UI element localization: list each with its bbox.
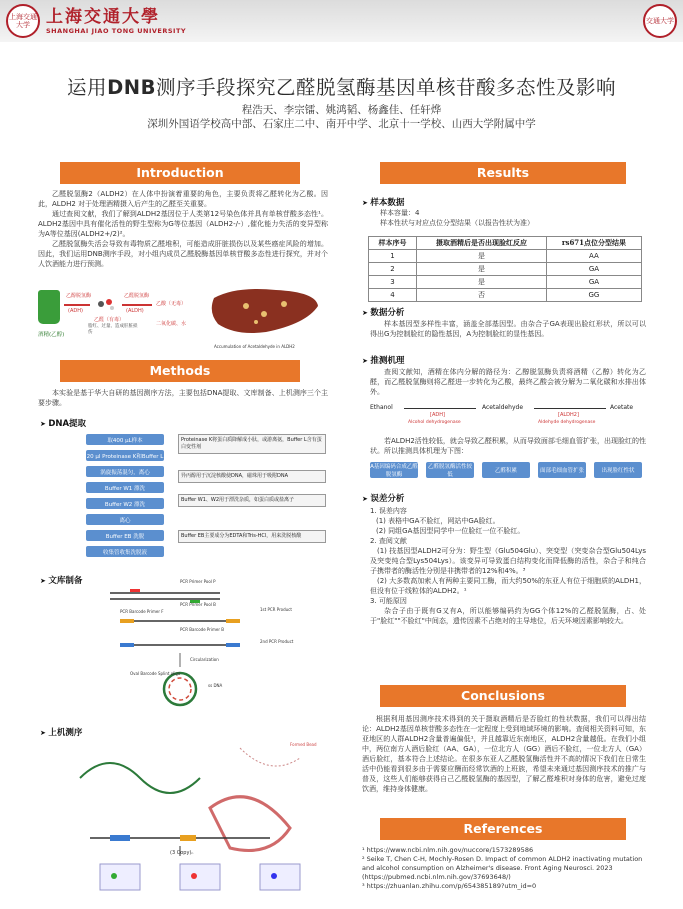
library-title: ➤ 文库制备	[40, 576, 83, 586]
library-title-text: 文库制备	[48, 576, 83, 586]
seq-label: Formed Bead	[290, 742, 317, 747]
error-2: 2. 查阅文献	[370, 537, 407, 545]
mechanism-text-2: 若ALDH2活性较低，就会导致乙醛积累，从而导致面部毛细血管扩张，出现脸红的性状。所以推测具体机理为下图：	[370, 437, 646, 455]
reference-item: ² Seike T, Chen C-H, Mochly-Rosen D. Impact of common ALDH2 inactivating mutation and alcohol consumption on Alzheimer's disease. Front Aging Neurosci. 2023 (https://pubmed.ncbi.nlm.nih.gov/37693648/)	[362, 855, 643, 881]
error-1a: (1) 表格中GA不脸红，网站中GA脸红。	[376, 517, 500, 525]
mech-flow-step: 出现脸红性状	[594, 462, 642, 478]
introduction-text	[38, 189, 328, 269]
intro-p3: 乙醛脱氢酶失活会导致有毒物质乙醛堆积，可能造成肝脏损伤以及某些癌症风险的增加。因此，我们运用DNB测序手段，对小组内成员乙醛脱酶基因单核苷酸多态性进行探究，并对个人饮酒能力进行预测。	[38, 240, 328, 268]
wine-bottle-icon	[38, 290, 60, 324]
sample-data-title: ➤ 样本数据	[362, 198, 405, 208]
pathway-aldh-full: Aldehyde dehydrogenase	[538, 420, 596, 425]
dna-note: 异丙醇用于沉淀核酸使DNA，磁珠用于吸附DNA	[178, 470, 326, 483]
intro-p2: 通过查阅文献，我们了解到ALDH2基因位于人类第12号染色体并具有单核苷酸多态性¹。ALDH2基因中具有催化活性的野生型称为G等位基因（ALDH2-/-）,催化能力失活的变异型称为A等位基因(ALDH2+/2)²。	[38, 210, 328, 238]
mech-flow-step: 乙醛积累	[482, 462, 530, 478]
mech-flow-step: 面部毛细血管扩张	[538, 462, 586, 478]
sequencing-schematic	[70, 738, 328, 898]
university-logo	[6, 4, 186, 38]
dna-step: 收集管收集洗脱液	[86, 546, 164, 557]
arrow-icon-2	[122, 304, 152, 306]
table-cell: 3	[369, 276, 417, 289]
table-row	[369, 250, 642, 263]
references-header: References	[380, 818, 626, 840]
table-header-cell: 样本序号	[369, 237, 417, 250]
error-2a: (1) 技基因型ALDH2可分为：野生型（Glu504Glu）、突变型（突变杂合型Glu504Lys及突变纯合型Lys504Lys）。该变异可导致蛋白结构变化而降低酶的活性，杂合子和纯合子携带者的酶活性分别是非携带者的12%和4%。³	[370, 547, 646, 575]
references-list	[362, 846, 650, 891]
seal-right-icon: 交通大学	[643, 4, 677, 38]
table-row	[369, 263, 642, 276]
authors-block	[0, 103, 683, 131]
reference-item: ³ https://zhuanlan.zhihu.com/p/654385189?utm_id=0	[362, 882, 537, 890]
lib-label: PCR Primer Pool P	[180, 579, 216, 584]
lib-label: Circularization	[190, 657, 219, 662]
lib-label: PCR Barcode Primer F	[120, 609, 164, 614]
liver-caption: Accumulation of Acetaldehyde in ALDH2	[214, 344, 295, 349]
dna-step: 离心	[86, 514, 164, 525]
mechanism-flow	[370, 462, 646, 480]
table-row	[369, 289, 642, 302]
aldh-abbr: (ALDH)	[126, 308, 144, 314]
mechanism-title-text: 推测机理	[370, 356, 405, 366]
methods-intro: 本实验是基于华大自研的基因测序方法，主要包括DNA提取、文库制备、上机测序三个主要步骤。	[38, 389, 328, 407]
pathway-acetaldehyde: Acetaldehyde	[482, 404, 524, 411]
lib-label: Oval Barcode Splint oligo	[130, 671, 181, 676]
sample-table	[368, 236, 642, 302]
table-cell: GG	[546, 289, 641, 302]
liver-image	[206, 284, 324, 342]
library-prep-diagram	[90, 579, 326, 713]
adh-abbr: (ADH)	[68, 308, 83, 314]
table-cell: 是	[417, 276, 547, 289]
conclusions-header: Conclusions	[380, 685, 626, 707]
table-cell: GA	[546, 263, 641, 276]
products-label: 二氧化碳、水	[156, 321, 187, 327]
seal-icon: 上海交通大学	[6, 4, 40, 38]
table-cell: 2	[369, 263, 417, 276]
dna-note: Buffer W1、W2用于漂洗杂质，如蛋白质或盐离子	[178, 494, 326, 507]
lib-label: 2nd PCR Product	[260, 639, 294, 644]
dna-step: Buffer W1 漂洗	[86, 482, 164, 493]
table-cell: 4	[369, 289, 417, 302]
authors: 程浩天、李宗镭、姚鸿韬、杨鑫佳、任轩烨	[241, 104, 442, 116]
error-analysis-text	[370, 506, 646, 626]
university-name-en: SHANGHAI JIAO TONG UNIVERSITY	[46, 26, 187, 35]
seq-label: (3 Copy)ₙ	[170, 850, 194, 856]
dna-step: 取400 μL样本	[86, 434, 164, 445]
introduction-header: Introduction	[60, 162, 300, 184]
acetaldehyde-molecule-icon	[96, 296, 116, 312]
dna-step: 涡旋振荡混匀，离心	[86, 466, 164, 477]
sample-count: 样本容量：4	[380, 209, 420, 217]
table-header-cell: rs671点位分型结果	[546, 237, 641, 250]
error-analysis-title: ➤ 误差分析	[362, 494, 405, 504]
lib-label: 1st PCR Product	[260, 607, 292, 612]
analysis-text: 样本基因型多样性丰富，涵盖全部基因型。由杂合子GA表现出脸红形状，所以可以得出G为控制脸红的隐性基因，A为控制脸红的显性基因。	[370, 320, 646, 338]
dna-extraction-flow	[86, 430, 326, 566]
table-cell: 是	[417, 250, 547, 263]
university-name	[46, 8, 186, 35]
pathway-diagram	[370, 402, 646, 430]
pathway-arrow-icon	[404, 408, 476, 409]
aldh-label: 乙醛脱氢酶	[124, 293, 150, 299]
error-1b: (2) 同组GA基因型同学中一位脸红一位不脸红。	[376, 527, 525, 535]
title-bold: DNB	[107, 76, 156, 99]
pathway-arrow-icon-2	[534, 408, 606, 409]
dna-note: Proteinase K将蛋白质降解成小肽，或游离氨，Buffer L含有蛋白变性剂	[178, 434, 326, 454]
table-header-cell: 摄取酒精后是否出现脸红反应	[417, 237, 547, 250]
mech-flow-step: 乙醛脱氢酶活性较低	[427, 464, 472, 478]
adh-label: 乙醇脱氢酶	[66, 293, 92, 299]
ethanol-label: 酒精(乙醇)	[38, 332, 65, 338]
toxic-note: 脂红、过量、造成肝脏损伤	[88, 324, 138, 335]
pathway-aldh: [ALDH2]	[558, 412, 579, 418]
dna-title-text: DNA提取	[48, 419, 87, 429]
error-2b: (2) 大多数高加索人有两种主要同工酶，而大约50%的东亚人有位于细胞质的ALDH1，但没有位于线粒体的ALDH2。¹	[370, 577, 646, 595]
sequencing-diagram	[70, 738, 328, 898]
dna-extraction-title: ➤ DNA提取	[40, 419, 87, 429]
results-header: Results	[380, 162, 626, 184]
table-cell: AA	[546, 250, 641, 263]
sequencing-title-text: 上机测序	[48, 728, 83, 738]
dna-step: 20 μl Proteinase K和Buffer L	[86, 450, 164, 461]
methods-header: Methods	[60, 360, 300, 382]
table-row	[369, 276, 642, 289]
lib-label: ss DNA	[208, 683, 223, 688]
table-cell: 否	[417, 289, 547, 302]
dna-step: Buffer W2 漂洗	[86, 498, 164, 509]
metabolism-diagram	[38, 290, 328, 350]
analysis-title-text: 数据分析	[370, 308, 405, 318]
sequencing-title: ➤ 上机测序	[40, 728, 83, 738]
sample-desc: 样本性状与对应点位分型结果（以报告性状为准）	[380, 219, 534, 227]
error-title-text: 误差分析	[370, 494, 405, 504]
dna-step: Buffer EB 洗脱	[86, 530, 164, 541]
error-1: 1. 误差内容	[370, 507, 407, 515]
affiliations: 深圳外国语学校高中部、石家庄二中、南开中学、北京十一学校、山西大学附属中学	[147, 118, 536, 130]
university-name-cn: 上海交通大學	[46, 6, 160, 27]
mechanism-title: ➤ 推测机理	[362, 356, 405, 366]
acetic-label: 乙酸（无毒）	[156, 301, 187, 307]
reference-item: ¹ https://www.ncbi.nlm.nih.gov/nuccore/1573289586	[362, 846, 534, 854]
mech-flow-step: A基因编码合成乙醛脱氢酶	[370, 464, 418, 478]
pathway-adh-full: Alcohol dehydrogenase	[408, 420, 461, 425]
pathway-ethanol: Ethanol	[370, 404, 393, 411]
title-suffix: 测序手段探究乙醛脱氢酶基因单核苷酸多态性及影响	[155, 76, 616, 99]
table-header	[369, 237, 642, 250]
error-3: 3. 可能原因	[370, 597, 407, 605]
mechanism-text: 查阅文献知，酒精在体内分解的路径为：乙醇脱氢酶负责将酒精（乙醇）转化为乙醛，而乙醛脱氢酶则将乙醛进一步转化为乙酸，最终乙酸会被分解为二氧化碳和水排出体外。	[370, 368, 646, 396]
poster-title	[0, 72, 683, 100]
sample-info	[380, 208, 660, 228]
conclusions-text: 根据利用基因测序技术得到的关于摄取酒精后是否脸红的性状数据，我们可以得出结论：ALDH2基因单核苷酸多态性在一定程度上受到地域环境的影响。查阅相关资料可知，东亚地区的人群ALDH2含量普遍偏低¹，并且越靠近东南地区，ALDH2含量越低。在我们小组中，两位南方人酒后脸红（AA、GA），一位北方人（GG）酒后不脸红，一位北方人（GA）酒后脸红，基本符合上述结论。在很多东亚人乙醛脱氢酶活性并不高的情况下我们在日常生活中仍能看到很多由于需要应酬而经常饮酒的上班族，希望未来通过基因测序技术的推广与普及，这些人们能够获得自己乙醛脱氢酶的基因型，了解乙醛堆积对身体的危害，避免过度饮酒，维持身体健康。	[362, 715, 646, 793]
title-prefix: 运用	[67, 76, 108, 99]
sample-title-text: 样本数据	[370, 198, 405, 208]
table-cell: 1	[369, 250, 417, 263]
intro-p1: 乙醛脱氢酶2（ALDH2）在人体中扮演着重要的角色，主要负责将乙醛转化为乙酸。因此，ALDH2 对于处理酒精摄入后产生的乙醛至关重要。	[38, 190, 328, 208]
pathway-adh: [ADH]	[430, 412, 445, 418]
error-3a: 杂合子由于既有G又有A，所以能够编码约为GG个体12%的乙醛脱氢酶，占、处于"脸红""不脸红"中间态，遗传因素不占绝对的主导地位，后天环境因素影响较大。	[370, 607, 646, 625]
lib-label: PCR Barcode Primer B	[180, 627, 225, 632]
table-cell: GA	[546, 276, 641, 289]
acetaldehyde-label: 乙醛（有毒）	[94, 317, 125, 323]
pathway-acetate: Acetate	[610, 404, 634, 411]
table-cell: 是	[417, 263, 547, 276]
dna-note: Buffer EB主要成分为EDTA和Tris-HCl，用来洗脱核酸	[178, 530, 326, 543]
analysis-title: ➤ 数据分析	[362, 308, 405, 318]
top-banner	[0, 0, 683, 42]
lib-label: PCR Primer Pool B	[180, 602, 216, 607]
arrow-icon	[64, 304, 90, 306]
